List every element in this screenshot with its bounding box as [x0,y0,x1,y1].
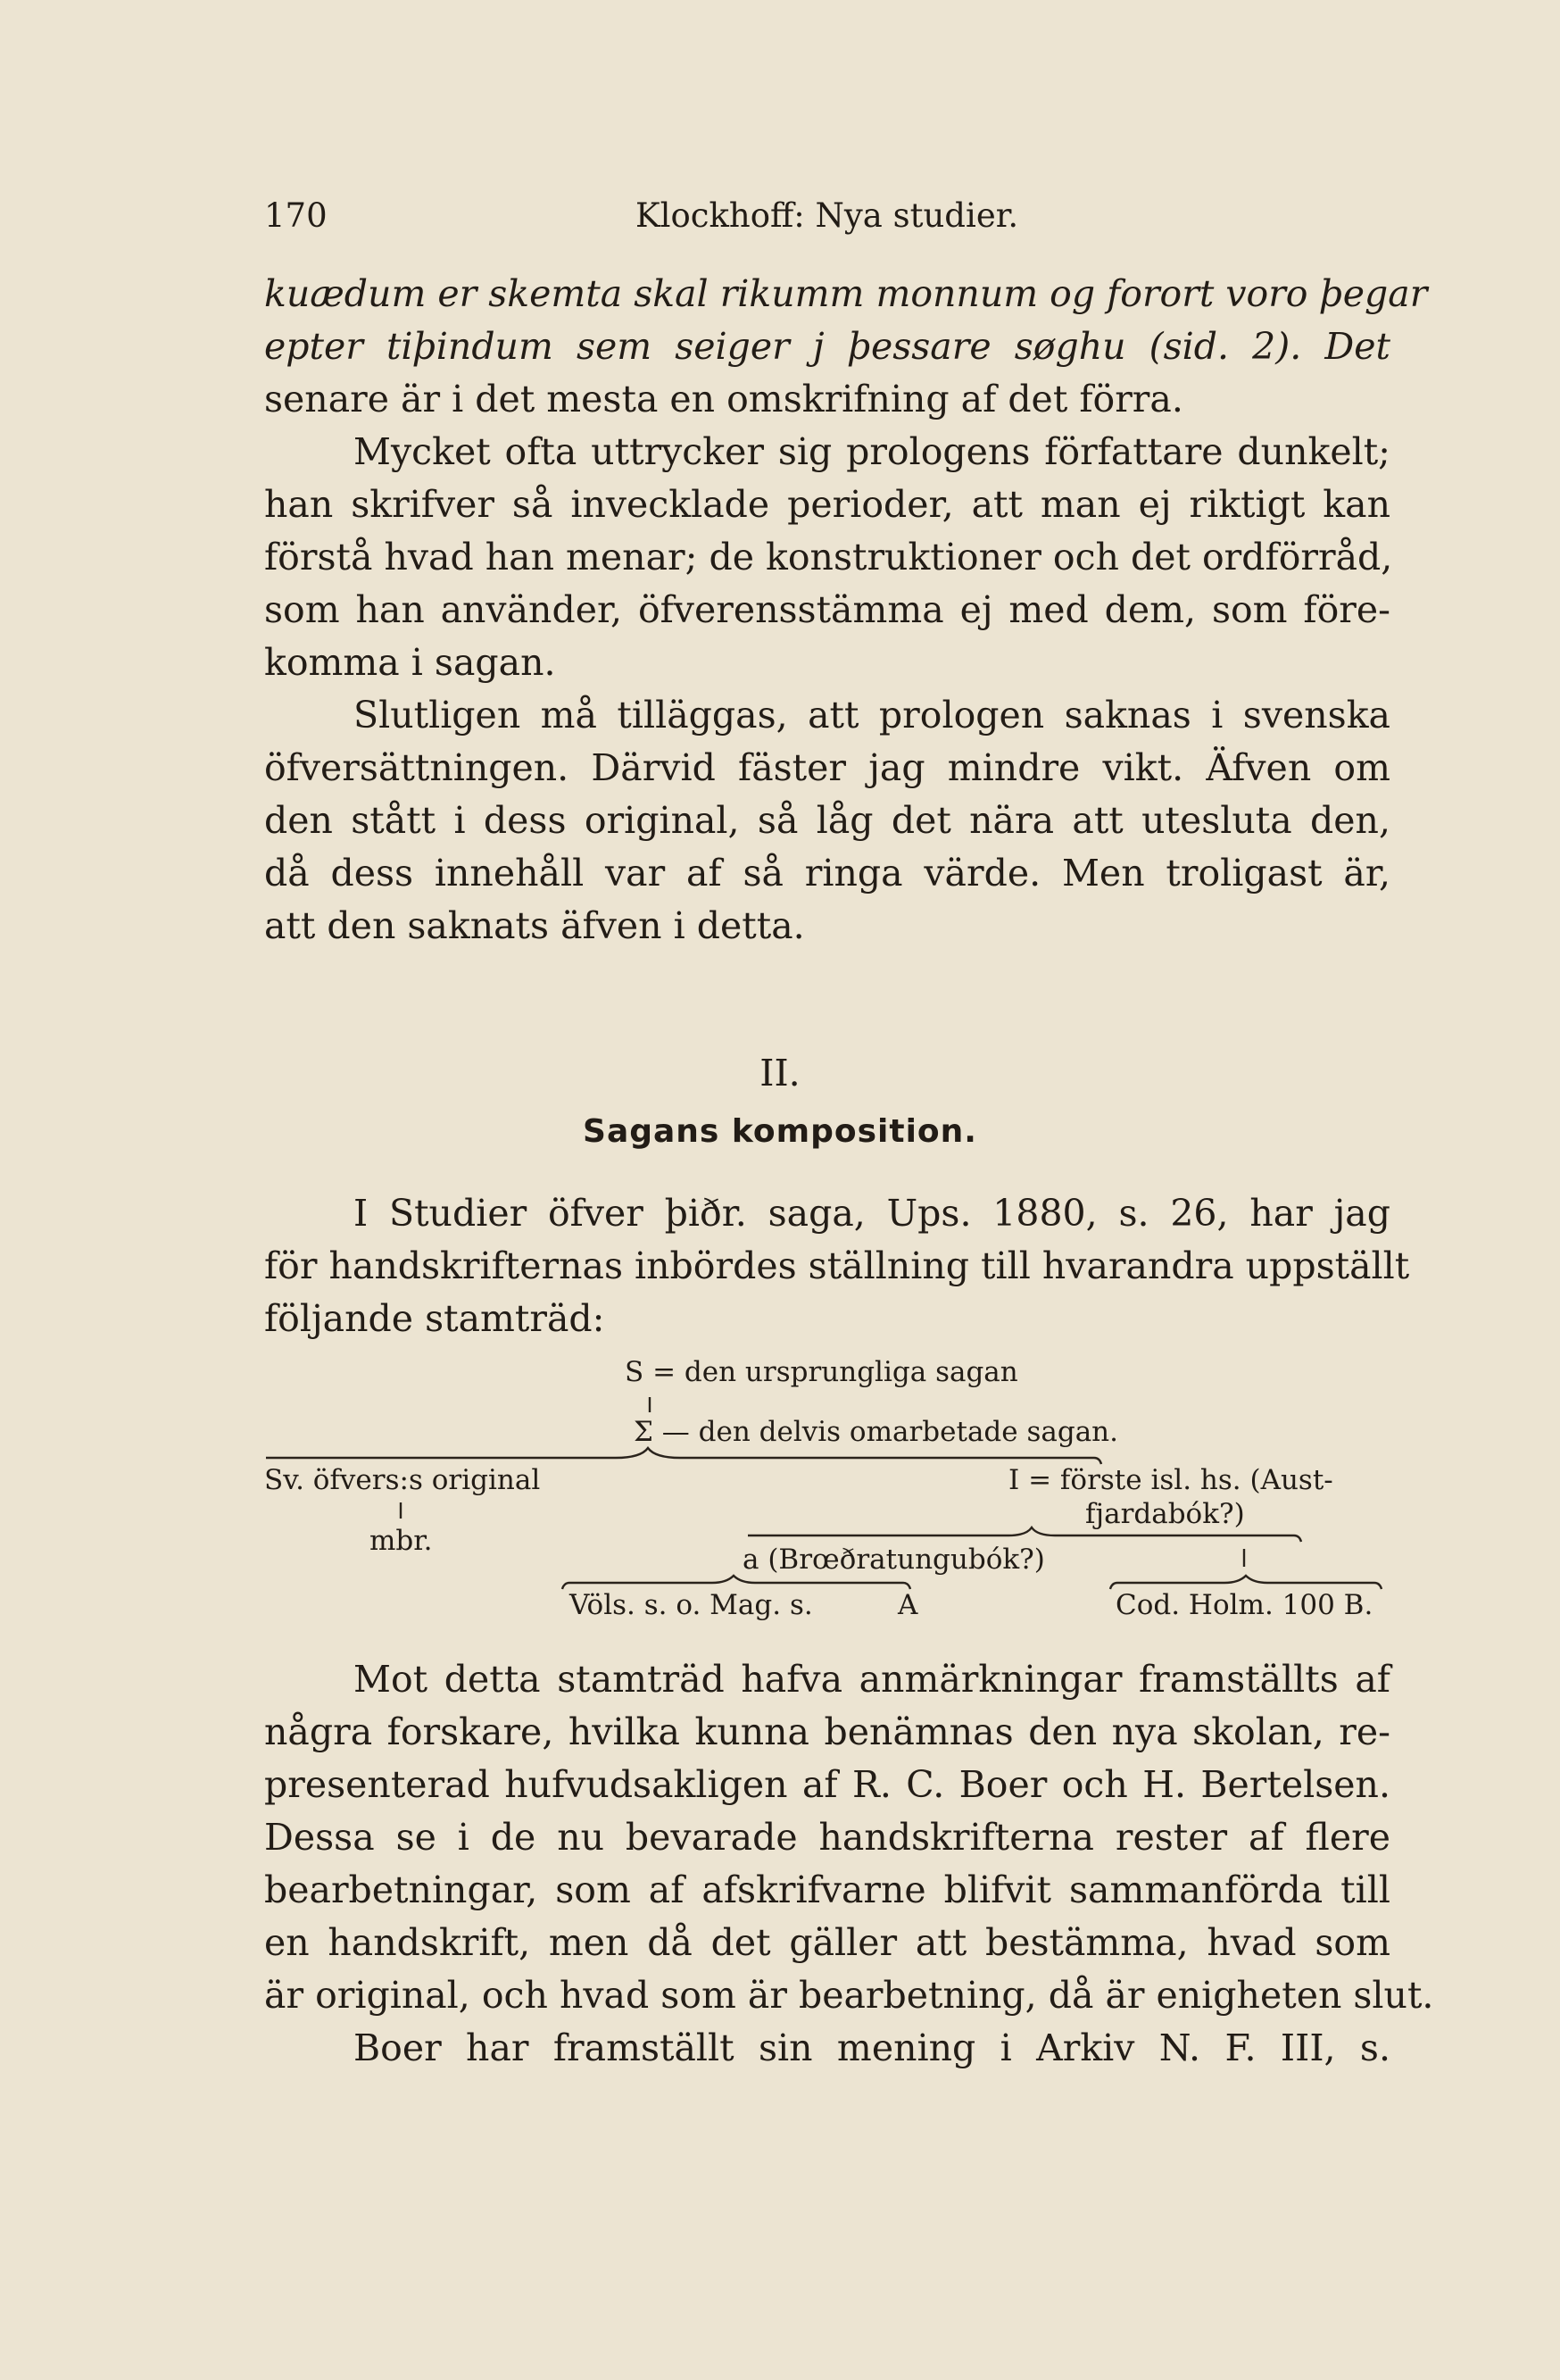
text-line: Mot detta stamträd hafva anmärkningar framställts af [353,1658,1390,1701]
text-line: några forskare, hvilka kunna benämnas den nya skolan, re- [264,1710,1390,1753]
text-line: Dessa se i de nu bevarade handskrifterna rester af flere [264,1816,1390,1859]
text-line: Slutligen må tilläggas, att prologen saknas i svenska [353,694,1390,736]
stemma-brace [1110,1576,1382,1589]
stemma-brace [562,1576,910,1589]
text-line: kuædum er skemta skal rikumm monnum og forort voro þegar [264,272,1428,315]
text-line: följande stamträd: [264,1297,605,1340]
text-line: då dess innehåll var af så ringa värde. Men troligast är, [264,852,1390,895]
text-line: för handskrifternas inbördes ställning till hvarandra uppställt [264,1244,1410,1287]
page-number: 170 [264,196,328,235]
stemma-I-node: I = förste isl. hs. (Aust- [1008,1464,1333,1496]
stemma-vols-node: Völs. s. o. Mag. s. [569,1589,813,1621]
section-title: Sagans komposition. [583,1113,977,1150]
text-line: komma i sagan. [264,641,556,684]
stemma-sigma-node: Σ — den delvis omarbetade sagan. [634,1416,1118,1448]
stemma-brace [266,1448,1094,1458]
after-text [264,1653,1434,2075]
text-line: är original, och hvad som är bearbetning, då är enigheten slut. [264,1974,1434,2017]
stemma-A-node: A [898,1589,918,1621]
stemma-I-node-cont: fjardabók?) [1085,1498,1245,1530]
text-line: epter tiþindum sem seiger j þessare søghu (sid. 2). Det [264,325,1390,368]
text-line: förstå hvad han menar; de konstruktioner och det ordförråd, [264,536,1393,578]
text-line: Mycket ofta uttrycker sig prologens författare dunkelt; [353,430,1390,473]
running-title: Klockhoff: Nya studier. [635,196,1019,235]
stemma-link [1094,1458,1101,1464]
text-line: att den saknats äfven i detta. [264,904,805,947]
text-line: I Studier öfver þiðr. saga, Ups. 1880, s. 26, har jag [353,1192,1390,1235]
text-line: öfversättningen. Därvid fäster jag mindre vikt. Äfven om [264,746,1390,789]
text-line: presenterad hufvudsakligen af R. C. Boer och H. Bertelsen. [264,1763,1390,1806]
stemma-a-node: a (Brœðratungubók?) [743,1544,1045,1576]
stemma-S-node: S = den ursprungliga sagan [625,1356,1018,1388]
stemma-sv-original: Sv. öfvers:s original [264,1464,541,1496]
text-line: en handskrift, men då det gäller att bestämma, hvad som [264,1921,1390,1964]
text-line: han skrifver så invecklade perioder, att man ej riktigt kan [264,483,1390,526]
text-line: som han använder, öfverensstämma ej med dem, som före- [264,588,1390,631]
text-line: Boer har framställt sin mening i Arkiv N. F. III, s. [353,2026,1390,2069]
stemma-cod-node: Cod. Holm. 100 B. [1116,1589,1373,1621]
text-line: bearbetningar, som af afskrifvarne blifvit sammanförda till [264,1868,1390,1911]
section-number: II. [759,1052,801,1094]
stemma-mbr: mbr. [369,1525,433,1557]
text-line: senare är i det mesta en omskrifning af det förra. [264,378,1183,420]
text-line: den stått i dess original, så låg det nära att utesluta den, [264,799,1390,842]
